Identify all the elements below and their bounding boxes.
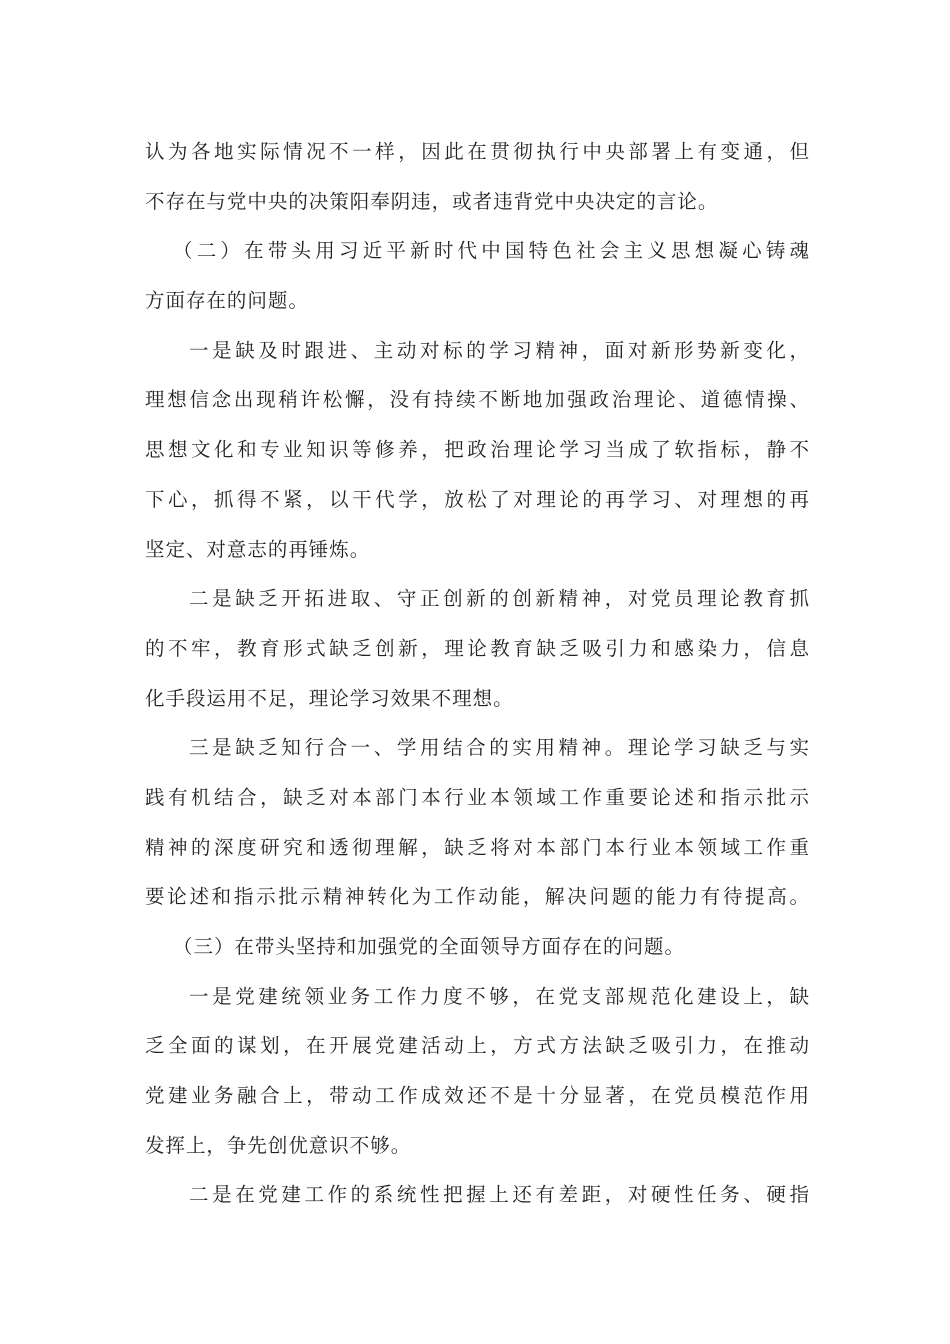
text-line: 要论述和指示批示精神转化为工作动能，解决问题的能力有待提高。: [145, 885, 810, 909]
text-line: 二是在党建工作的系统性把握上还有差距，对硬性任务、硬指: [189, 1183, 810, 1207]
text-line: 下心，抓得不紧，以干代学，放松了对理论的再学习、对理想的再: [145, 487, 810, 511]
text-line: 不存在与党中央的决策阳奉阴违，或者违背党中央决定的言论。: [145, 189, 719, 213]
text-line: 化手段运用不足，理论学习效果不理想。: [145, 686, 514, 710]
text-line: 党建业务融合上，带动工作成效还不是十分显著，在党员模范作用: [145, 1084, 810, 1108]
text-line: 方面存在的问题。: [145, 289, 309, 313]
text-line: 三是缺乏知行合一、学用结合的实用精神。理论学习缺乏与实: [189, 736, 810, 760]
document-body: [145, 127, 810, 1220]
text-line: 二是缺乏开拓进取、守正创新的创新精神，对党员理论教育抓: [189, 587, 810, 611]
text-line: 发挥上，争先创优意识不够。: [145, 1133, 412, 1157]
text-line: 理想信念出现稍许松懈，没有持续不断地加强政治理论、道德情操、: [145, 388, 810, 412]
text-line: 认为各地实际情况不一样，因此在贯彻执行中央部署上有变通，但: [145, 140, 810, 163]
text-line: 的不牢，教育形式缺乏创新，理论教育缺乏吸引力和感染力，信息: [145, 636, 810, 660]
text-line: 精神的深度研究和透彻理解，缺乏将对本部门本行业本领域工作重: [145, 835, 810, 859]
text-line: 一是缺及时跟进、主动对标的学习精神，面对新形势新变化，: [189, 338, 810, 362]
text-line: 一是党建统领业务工作力度不够，在党支部规范化建设上，缺: [189, 984, 810, 1008]
text-line: 践有机结合，缺乏对本部门本行业本领域工作重要论述和指示批示: [145, 785, 810, 809]
text-line: 思想文化和专业知识等修养，把政治理论学习当成了软指标，静不: [145, 438, 810, 462]
text-line: 乏全面的谋划，在开展党建活动上，方式方法缺乏吸引力，在推动: [145, 1034, 810, 1058]
section-heading: （三）在带头坚持和加强党的全面领导方面存在的问题。: [173, 935, 685, 958]
section-heading: （二）在带头用习近平新时代中国特色社会主义思想凝心铸魂: [173, 239, 810, 263]
text-line: 坚定、对意志的再锤炼。: [145, 537, 371, 561]
